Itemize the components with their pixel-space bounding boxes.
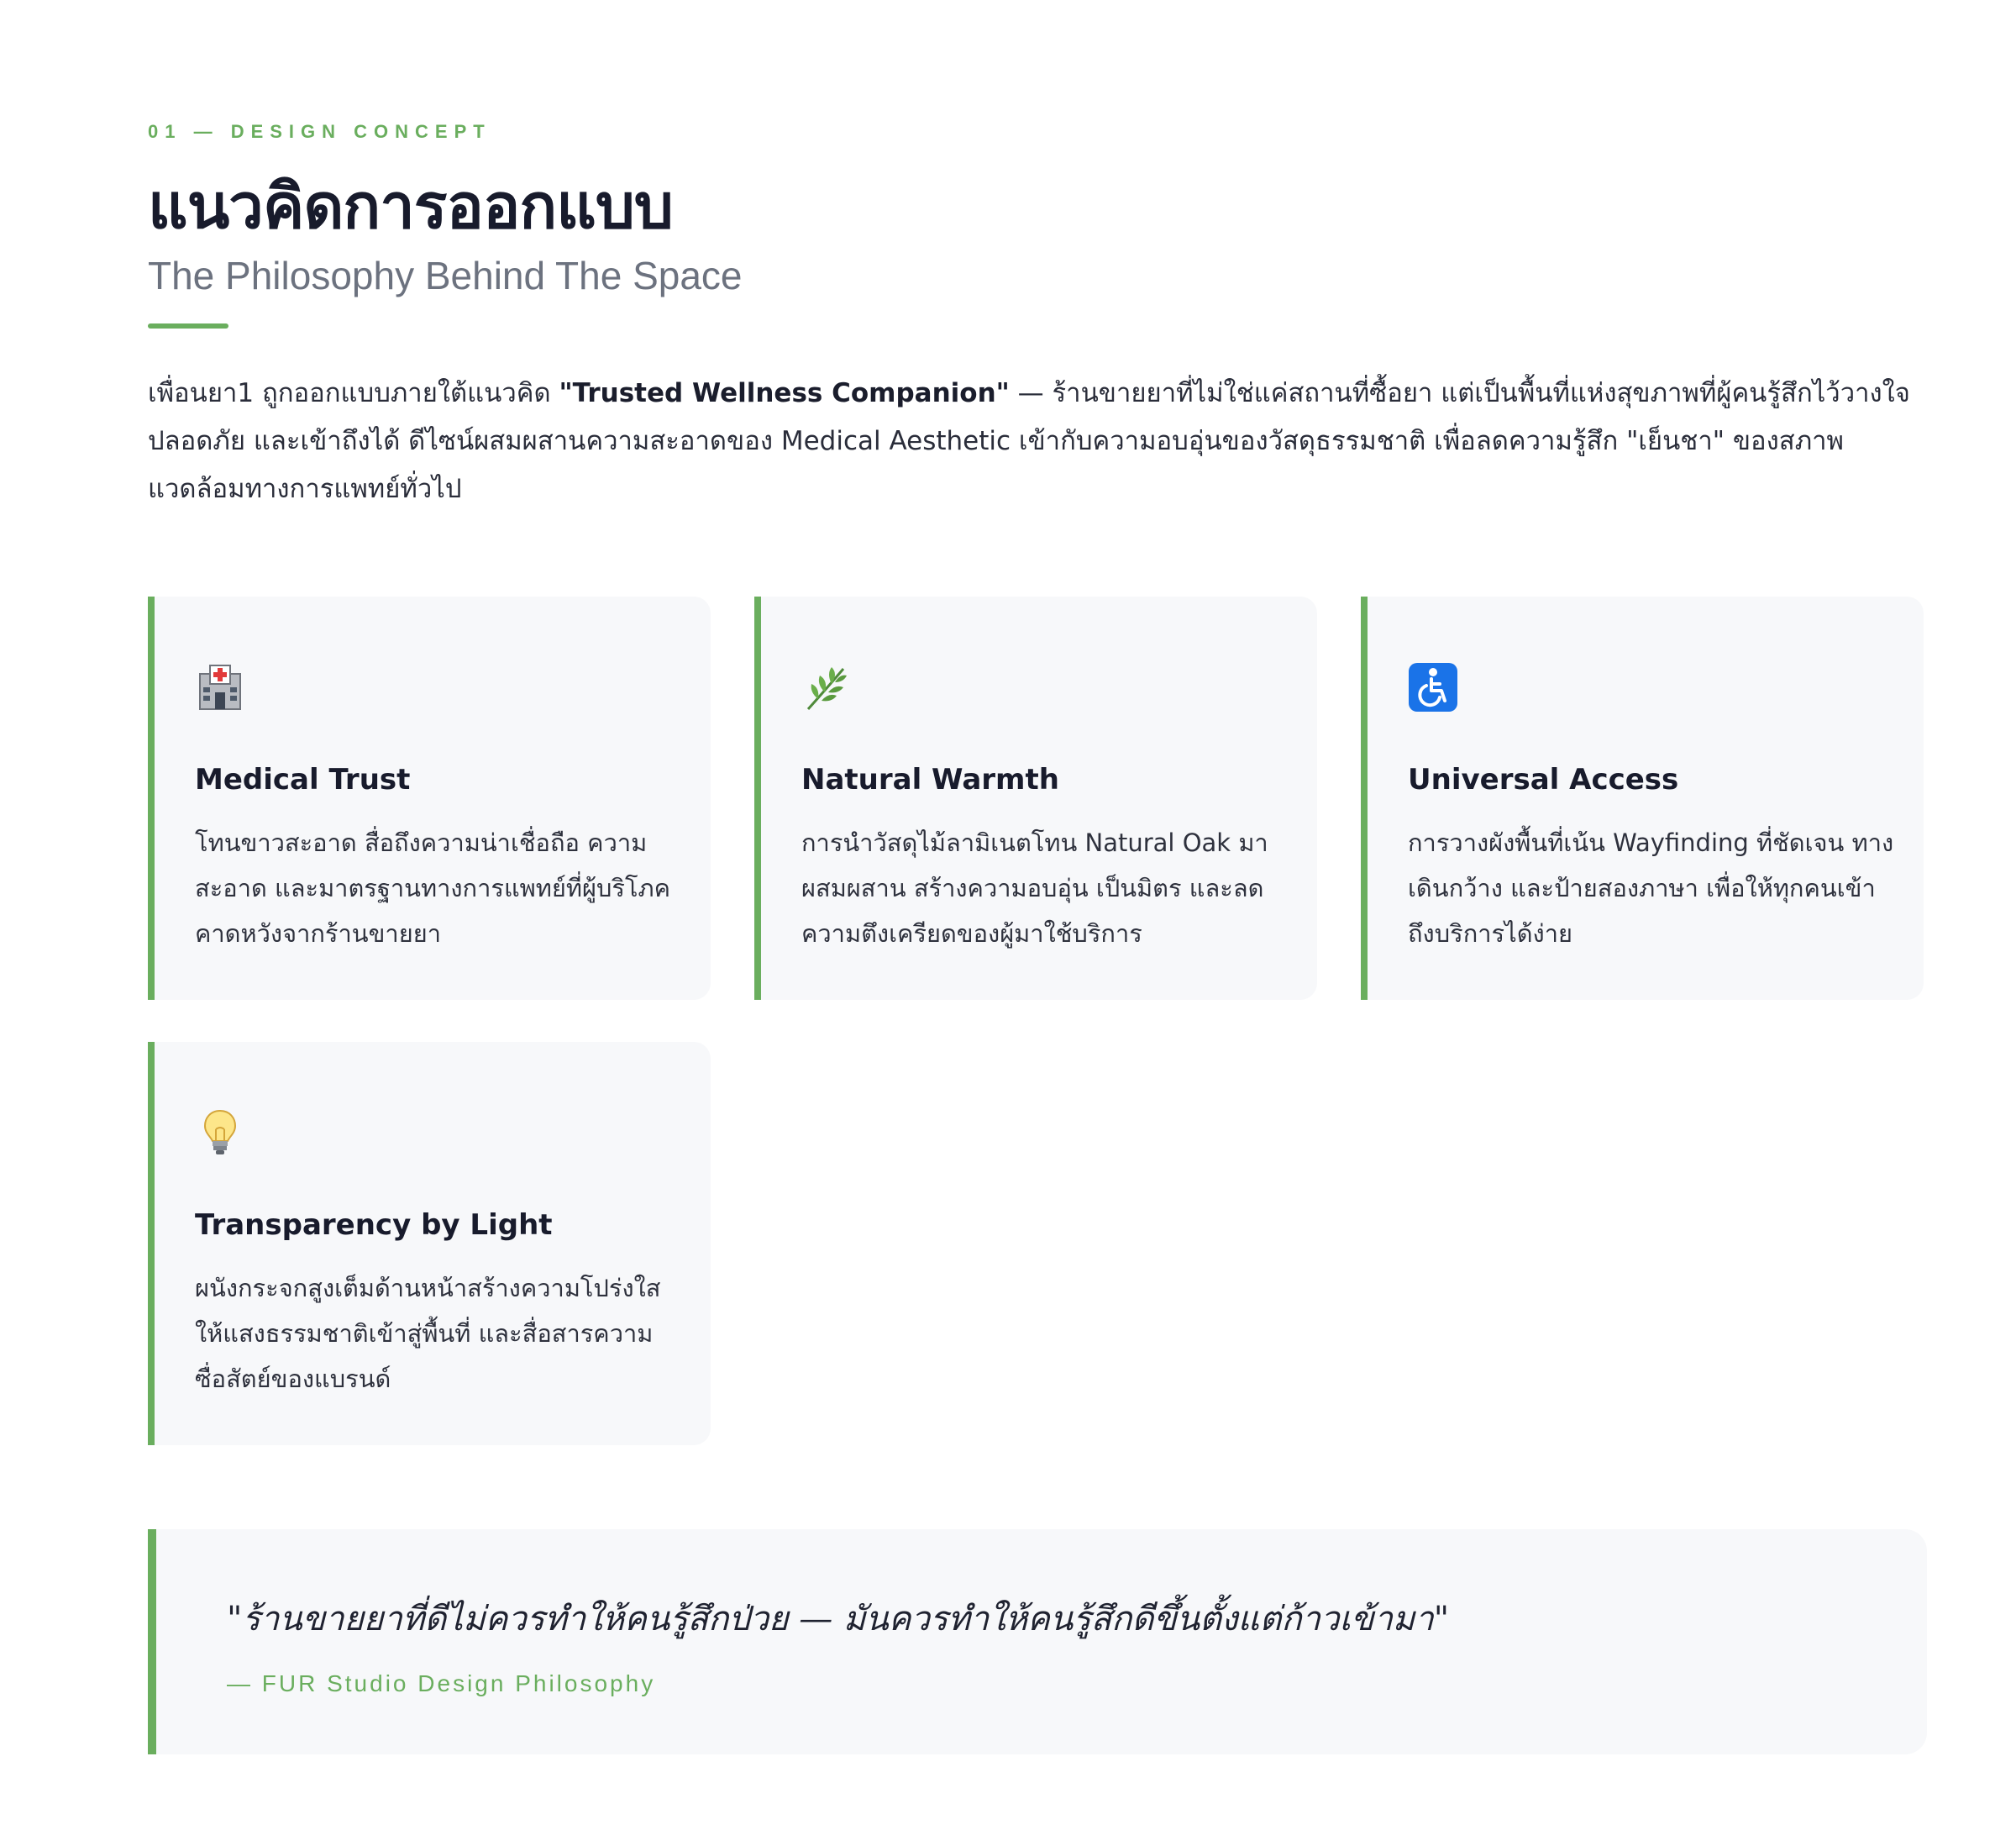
wheelchair-icon: [1408, 662, 1458, 713]
card-body: โทนขาวสะอาด สื่อถึงความน่าเชื่อถือ ความสะอาด และมาตรฐานทางการแพทย์ที่ผู้บริโภคคาดหวังจากร้านขายยา: [195, 828, 671, 948]
concept-card-natural-warmth: [754, 597, 1317, 1000]
intro-rest: — ร้านขายยาที่ไม่ใช่แค่สถานที่ซื้อยา แต่เป็นพื้นที่แห่งสุขภาพที่ผู้คนรู้สึกไว้วางใจ ปลอดภัย และเข้าถึงได้ ดีไซน์ผสมผสานความสะอาดของ Medical Aesthetic เข้ากับความอบอุ่นของวัสดุธรรมชาติ เพื่อลดความรู้สึก "เย็นชา" ของสภาพแวดล้อมทางการแพทย์ทั่วไป: [148, 378, 1910, 504]
card-body: การนำวัสดุไม้ลามิเนตโทน Natural Oak มาผสมผสาน สร้างความอบอุ่น เป็นมิตร และลดความตึงเครียดของผู้มาใช้บริการ: [801, 828, 1268, 948]
intro-paragraph: [148, 370, 1927, 513]
concept-card-medical-trust: [148, 597, 711, 1000]
concept-card-universal-access: [1361, 597, 1924, 1000]
section-eyebrow: 01 — DESIGN CONCEPT: [148, 121, 491, 142]
quote-author: — FUR Studio Design Philosophy: [227, 1670, 656, 1696]
light-bulb-icon: [195, 1107, 245, 1158]
title-divider: [148, 323, 228, 329]
philosophy-quote: [148, 1529, 1927, 1754]
quote-text: "ร้านขายยาที่ดีไม่ควรทำให้คนรู้สึกป่วย — มันควรทำให้คนรู้สึกดีขึ้นตั้งแต่ก้าวเข้ามา": [227, 1600, 1450, 1638]
card-body: ผนังกระจกสูงเต็มด้านหน้าสร้างความโปร่งใส ให้แสงธรรมชาติเข้าสู่พื้นที่ และสื่อสารความซื่อสัตย์ของแบรนด์: [195, 1274, 661, 1393]
page-title: แนวคิดการออกแบบ: [148, 171, 673, 243]
page-subtitle: The Philosophy Behind The Space: [148, 254, 743, 297]
herb-icon: [801, 662, 852, 713]
hospital-icon: [195, 662, 245, 713]
card-body: การวางผังพื้นที่เน้น Wayfinding ที่ชัดเจน ทางเดินกว้าง และป้ายสองภาษา เพื่อให้ทุกคนเข้าถึงบริการได้ง่าย: [1408, 828, 1894, 948]
card-title: Universal Access: [1408, 763, 1679, 797]
intro-concept: "Trusted Wellness Companion": [559, 378, 1010, 408]
card-title: Natural Warmth: [801, 763, 1059, 797]
intro-lead: เพื่อนยา1 ถูกออกแบบภายใต้แนวคิด: [148, 378, 559, 408]
concept-card-transparency: [148, 1042, 711, 1445]
card-title: Medical Trust: [195, 763, 411, 797]
card-title: Transparency by Light: [195, 1208, 553, 1242]
